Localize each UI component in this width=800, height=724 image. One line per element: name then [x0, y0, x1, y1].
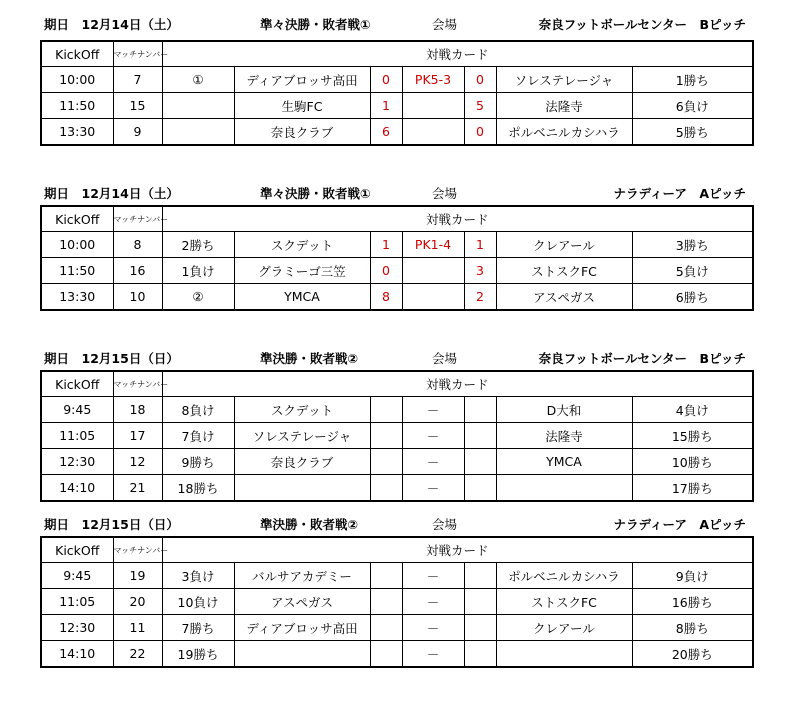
table-row — [41, 232, 753, 258]
team-a-name: グラミーゴ三笠 — [234, 258, 370, 284]
match-result: － — [402, 563, 464, 589]
date-label: 期日 12月15日（日） — [44, 517, 179, 532]
table-header-row — [41, 206, 753, 232]
match-result — [402, 258, 464, 284]
table-row — [41, 449, 753, 475]
schedule-table — [40, 536, 754, 668]
team-b-name: クレアール — [496, 232, 632, 258]
team-a-source: 18勝ち — [162, 475, 234, 502]
match-number: 17 — [113, 423, 162, 449]
kickoff-header: KickOff — [41, 537, 113, 563]
team-a-source — [162, 93, 234, 119]
team-b-name: アスペガス — [496, 284, 632, 311]
team-b-source: 8勝ち — [632, 615, 753, 641]
match-number: 18 — [113, 397, 162, 423]
team-b-score — [464, 475, 496, 502]
team-b-source: 4負け — [632, 397, 753, 423]
kickoff-time: 10:00 — [41, 232, 113, 258]
team-a-score: 0 — [370, 258, 402, 284]
match-number: 8 — [113, 232, 162, 258]
match-result — [402, 119, 464, 146]
table-row — [41, 284, 753, 311]
team-a-score — [370, 423, 402, 449]
team-a-score — [370, 589, 402, 615]
venue-name: ナラディーア Aピッチ — [613, 517, 746, 532]
match-number: 11 — [113, 615, 162, 641]
team-b-source: 5負け — [632, 258, 753, 284]
venue-label: 会場 — [432, 17, 458, 32]
table-header-row — [41, 371, 753, 397]
team-b-source: 15勝ち — [632, 423, 753, 449]
team-a-name — [234, 641, 370, 668]
team-b-source: 1勝ち — [632, 67, 753, 93]
kickoff-time: 11:05 — [41, 423, 113, 449]
team-b-score — [464, 423, 496, 449]
team-a-name: 奈良クラブ — [234, 449, 370, 475]
team-a-score — [370, 449, 402, 475]
team-a-source: 7勝ち — [162, 615, 234, 641]
team-b-score — [464, 641, 496, 668]
section-header — [40, 512, 752, 534]
team-b-name — [496, 475, 632, 502]
team-a-name: 奈良クラブ — [234, 119, 370, 146]
team-b-name: 法隆寺 — [496, 423, 632, 449]
team-b-name: ポルベニルカシハラ — [496, 119, 632, 146]
schedule-table — [40, 370, 754, 502]
team-a-source: 1負け — [162, 258, 234, 284]
table-header-row — [41, 41, 753, 67]
team-a-score — [370, 397, 402, 423]
team-a-source: 10負け — [162, 589, 234, 615]
team-a-name: ディアブロッサ高田 — [234, 615, 370, 641]
venue-label: 会場 — [432, 186, 458, 201]
kickoff-time: 12:30 — [41, 449, 113, 475]
match-number: 10 — [113, 284, 162, 311]
date-label: 期日 12月14日（土） — [44, 186, 179, 201]
schedule-table — [40, 205, 754, 311]
table-row — [41, 423, 753, 449]
team-a-source: ② — [162, 284, 234, 311]
match-result: － — [402, 641, 464, 668]
team-b-name — [496, 641, 632, 668]
table-row — [41, 119, 753, 146]
team-b-name: ストスクFC — [496, 589, 632, 615]
team-a-source: 3負け — [162, 563, 234, 589]
match-number-header: マッチナンバー — [113, 537, 162, 563]
match-number: 12 — [113, 449, 162, 475]
section-header — [40, 12, 752, 34]
match-result: － — [402, 423, 464, 449]
kickoff-time: 10:00 — [41, 67, 113, 93]
round-name: 準決勝・敗者戦② — [260, 351, 359, 366]
kickoff-time: 9:45 — [41, 563, 113, 589]
table-row — [41, 641, 753, 668]
team-b-score: 2 — [464, 284, 496, 311]
team-b-name: D大和 — [496, 397, 632, 423]
team-b-name: クレアール — [496, 615, 632, 641]
match-number-header: マッチナンバー — [113, 206, 162, 232]
team-a-score: 6 — [370, 119, 402, 146]
table-row — [41, 67, 753, 93]
team-a-score: 0 — [370, 67, 402, 93]
team-b-score: 5 — [464, 93, 496, 119]
team-a-name: スクデット — [234, 397, 370, 423]
kickoff-time: 11:50 — [41, 93, 113, 119]
kickoff-time: 13:30 — [41, 284, 113, 311]
kickoff-header: KickOff — [41, 206, 113, 232]
team-a-score: 8 — [370, 284, 402, 311]
match-number: 16 — [113, 258, 162, 284]
table-row — [41, 397, 753, 423]
kickoff-time: 11:50 — [41, 258, 113, 284]
round-name: 準々決勝・敗者戦① — [260, 186, 371, 201]
match-number: 20 — [113, 589, 162, 615]
match-number: 7 — [113, 67, 162, 93]
match-number: 19 — [113, 563, 162, 589]
table-header-row — [41, 537, 753, 563]
schedule-table — [40, 40, 754, 146]
match-result: PK1-4 — [402, 232, 464, 258]
team-a-score — [370, 563, 402, 589]
round-name: 準々決勝・敗者戦① — [260, 17, 371, 32]
table-row — [41, 589, 753, 615]
team-a-name: 生駒FC — [234, 93, 370, 119]
match-card-header: 対戦カード — [162, 206, 753, 232]
match-result — [402, 93, 464, 119]
team-a-score: 1 — [370, 93, 402, 119]
match-number: 21 — [113, 475, 162, 502]
team-b-source: 9負け — [632, 563, 753, 589]
kickoff-header: KickOff — [41, 371, 113, 397]
team-a-name: アスペガス — [234, 589, 370, 615]
venue-name: ナラディーア Aピッチ — [613, 186, 746, 201]
match-result: － — [402, 589, 464, 615]
venue-label: 会場 — [432, 517, 458, 532]
kickoff-time: 12:30 — [41, 615, 113, 641]
team-a-score: 1 — [370, 232, 402, 258]
team-a-score — [370, 475, 402, 502]
match-card-header: 対戦カード — [162, 41, 753, 67]
team-a-source: 19勝ち — [162, 641, 234, 668]
match-result: － — [402, 475, 464, 502]
team-a-name: ディアブロッサ高田 — [234, 67, 370, 93]
team-a-source — [162, 119, 234, 146]
team-a-name: ソレステレージャ — [234, 423, 370, 449]
match-number-header: マッチナンバー — [113, 371, 162, 397]
team-b-source: 3勝ち — [632, 232, 753, 258]
team-a-source: 2勝ち — [162, 232, 234, 258]
team-a-source: 8負け — [162, 397, 234, 423]
section-header — [40, 346, 752, 368]
team-b-name: YMCA — [496, 449, 632, 475]
team-b-name: ソレステレージャ — [496, 67, 632, 93]
team-b-source: 20勝ち — [632, 641, 753, 668]
kickoff-time: 9:45 — [41, 397, 113, 423]
date-label: 期日 12月15日（日） — [44, 351, 179, 366]
team-a-score — [370, 615, 402, 641]
team-b-name: ストスクFC — [496, 258, 632, 284]
kickoff-time: 11:05 — [41, 589, 113, 615]
team-b-source: 6負け — [632, 93, 753, 119]
team-b-score — [464, 449, 496, 475]
table-row — [41, 258, 753, 284]
table-row — [41, 615, 753, 641]
match-number: 9 — [113, 119, 162, 146]
team-a-name: バルサアカデミー — [234, 563, 370, 589]
team-b-score — [464, 615, 496, 641]
match-number: 22 — [113, 641, 162, 668]
round-name: 準決勝・敗者戦② — [260, 517, 359, 532]
table-row — [41, 563, 753, 589]
team-b-name: 法隆寺 — [496, 93, 632, 119]
kickoff-time: 13:30 — [41, 119, 113, 146]
kickoff-time: 14:10 — [41, 641, 113, 668]
team-b-score: 1 — [464, 232, 496, 258]
match-number-header: マッチナンバー — [113, 41, 162, 67]
kickoff-time: 14:10 — [41, 475, 113, 502]
team-a-name: スクデット — [234, 232, 370, 258]
team-a-name: YMCA — [234, 284, 370, 311]
match-result: － — [402, 449, 464, 475]
match-number: 15 — [113, 93, 162, 119]
team-b-source: 17勝ち — [632, 475, 753, 502]
team-b-score: 3 — [464, 258, 496, 284]
team-b-source: 10勝ち — [632, 449, 753, 475]
team-a-name — [234, 475, 370, 502]
table-row — [41, 93, 753, 119]
team-b-source: 16勝ち — [632, 589, 753, 615]
venue-name: 奈良フットボールセンター Bピッチ — [538, 351, 746, 366]
section-header — [40, 181, 752, 203]
team-a-source: 9勝ち — [162, 449, 234, 475]
team-a-score — [370, 641, 402, 668]
team-a-source: 7負け — [162, 423, 234, 449]
team-b-score — [464, 397, 496, 423]
match-result: PK5-3 — [402, 67, 464, 93]
team-b-name: ポルベニルカシハラ — [496, 563, 632, 589]
kickoff-header: KickOff — [41, 41, 113, 67]
match-result: － — [402, 397, 464, 423]
match-card-header: 対戦カード — [162, 371, 753, 397]
date-label: 期日 12月14日（土） — [44, 17, 179, 32]
team-b-score — [464, 563, 496, 589]
team-b-score: 0 — [464, 67, 496, 93]
table-row — [41, 475, 753, 502]
team-a-source: ① — [162, 67, 234, 93]
match-result — [402, 284, 464, 311]
match-card-header: 対戦カード — [162, 537, 753, 563]
team-b-source: 6勝ち — [632, 284, 753, 311]
match-result: － — [402, 615, 464, 641]
venue-name: 奈良フットボールセンター Bピッチ — [538, 17, 746, 32]
team-b-source: 5勝ち — [632, 119, 753, 146]
team-b-score: 0 — [464, 119, 496, 146]
venue-label: 会場 — [432, 351, 458, 366]
team-b-score — [464, 589, 496, 615]
